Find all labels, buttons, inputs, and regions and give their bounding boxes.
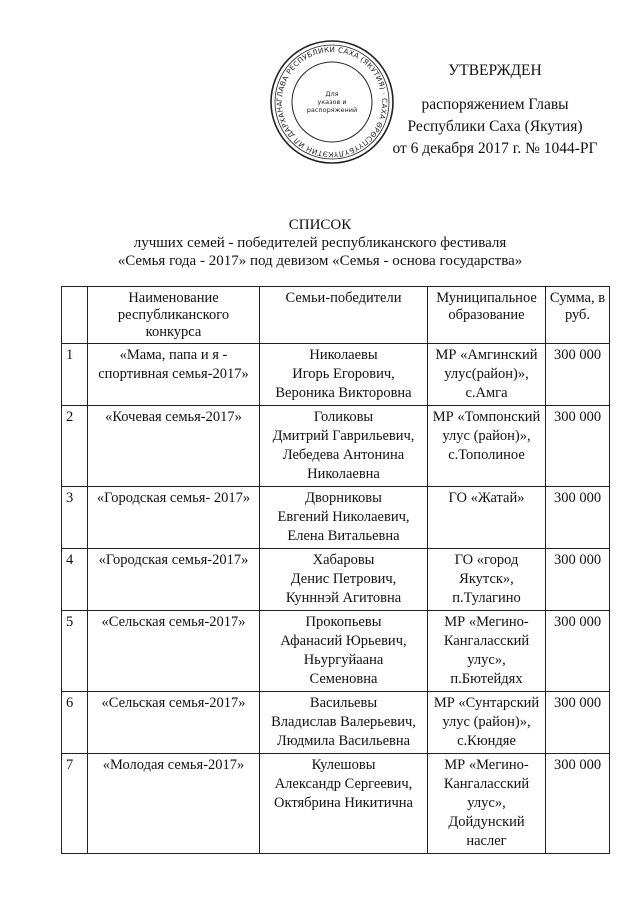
row-sum: 300 000: [546, 406, 610, 487]
family-line: Денис Петрович,: [290, 571, 397, 587]
row-sum: 300 000: [546, 549, 610, 611]
table-row: [62, 549, 610, 611]
row-sum: 300 000: [546, 487, 610, 549]
family-line: Вероника Викторовна: [275, 385, 412, 401]
row-sum: 300 000: [546, 754, 610, 854]
header-municipality: Муниципальное образование: [428, 287, 546, 344]
seal-center-line-2: указов и: [317, 98, 347, 106]
row-families: [260, 611, 428, 692]
family-line: Васильевы: [309, 695, 378, 711]
row-families: [260, 549, 428, 611]
approval-line-3: от 6 декабря 2017 г. № 1044-РГ: [392, 140, 598, 157]
approval-line-2: Республики Саха (Якутия): [407, 118, 583, 135]
approval-heading: УТВЕРЖДЕН: [448, 62, 542, 79]
family-line: Людмила Васильевна: [276, 733, 411, 749]
row-number: 5: [62, 611, 88, 692]
row-number: 1: [62, 344, 88, 406]
family-line: Евгений Николаевич,: [277, 509, 410, 525]
row-contest: «Городская семья-2017»: [88, 549, 260, 611]
family-line: Владислав Валерьевич,: [271, 714, 416, 730]
row-families: [260, 754, 428, 854]
family-line: Николаевна: [307, 466, 380, 482]
winners-table: [61, 286, 610, 854]
approval-line-1: распоряжением Главы: [421, 96, 569, 113]
row-sum: 300 000: [546, 692, 610, 754]
row-families: [260, 344, 428, 406]
seal-ring-text: ГЛАВА РЕСПУБЛИКИ САХА (ЯКУТИЯ) · САХА ӨРӨСПҮҮБҮЛҮКЭТИН ИЛ ДАРХАНА: [274, 44, 390, 160]
title-line-1: СПИСОК: [288, 217, 352, 233]
family-line: Лебедева Антонина: [282, 447, 405, 463]
title-line-3: «Семья года - 2017» под девизом «Семья - основа государства»: [117, 253, 523, 269]
family-line: Прокопьевы: [305, 614, 382, 630]
family-line: Дмитрий Гаврильевич,: [272, 428, 415, 444]
family-line: Кулешовы: [311, 757, 376, 773]
row-families: [260, 406, 428, 487]
row-municipality: ГО «Жатай»: [428, 487, 546, 549]
row-contest: «Сельская семья-2017»: [88, 692, 260, 754]
family-line: Елена Витальевна: [287, 528, 400, 544]
table-row: [62, 754, 610, 854]
table-header-row: [62, 287, 610, 344]
row-contest: «Молодая семья-2017»: [88, 754, 260, 854]
header-families: Семьи-победители: [260, 287, 428, 344]
row-number: 7: [62, 754, 88, 854]
table-row: [62, 611, 610, 692]
row-number: 3: [62, 487, 88, 549]
row-number: 2: [62, 406, 88, 487]
family-line: Хабаровы: [312, 552, 375, 568]
row-families: [260, 487, 428, 549]
family-line: Голиковы: [313, 409, 374, 425]
table-row: [62, 692, 610, 754]
row-contest: «Сельская семья-2017»: [88, 611, 260, 692]
row-municipality: ГО «город Якутск», п.Тулагино: [428, 549, 546, 611]
header-sum: Сумма, в руб.: [546, 287, 610, 344]
family-line: Николаевы: [309, 347, 378, 363]
row-families: [260, 692, 428, 754]
title-line-2: лучших семей - победителей республиканского фестиваля: [133, 235, 507, 251]
row-number: 6: [62, 692, 88, 754]
row-contest: «Городская семья- 2017»: [88, 487, 260, 549]
family-line: Октябрина Никитична: [274, 795, 413, 811]
row-contest: «Мама, папа и я - спортивная семья-2017»: [88, 344, 260, 406]
approval-block: [360, 60, 630, 160]
table-row: [62, 406, 610, 487]
family-line: Игорь Егорович,: [292, 366, 395, 382]
family-line: Афанасий Юрьевич,: [280, 633, 407, 649]
family-line: Семеновна: [309, 671, 378, 687]
table-row: [62, 344, 610, 406]
family-line: Кунннэй Агитовна: [285, 590, 402, 606]
table-row: [62, 487, 610, 549]
row-number: 4: [62, 549, 88, 611]
row-sum: 300 000: [546, 344, 610, 406]
header-contest: Наименование республиканского конкурса: [88, 287, 260, 344]
row-municipality: МР «Амгинский улус(район)», с.Амга: [428, 344, 546, 406]
row-municipality: МР «Томпонский улус (район)», с.Тополиное: [428, 406, 546, 487]
seal-center-line-3: распоряжений: [306, 106, 358, 114]
row-municipality: МР «Мегино-Кангаласский улус», п.Бютейдях: [428, 611, 546, 692]
family-line: Ньургуйаана: [303, 652, 384, 668]
family-line: Александр Сергеевич,: [274, 776, 413, 792]
row-contest: «Кочевая семья-2017»: [88, 406, 260, 487]
family-line: Дворниковы: [305, 490, 382, 506]
document-title: [60, 216, 580, 270]
row-municipality: МР «Сунтарский улус (район)», с.Кюндяе: [428, 692, 546, 754]
seal-center-line-1: Для: [325, 90, 339, 98]
row-sum: 300 000: [546, 611, 610, 692]
row-municipality: МР «Мегино-Кангаласский улус», Дойдунский наслег: [428, 754, 546, 854]
header-number: [62, 287, 88, 344]
